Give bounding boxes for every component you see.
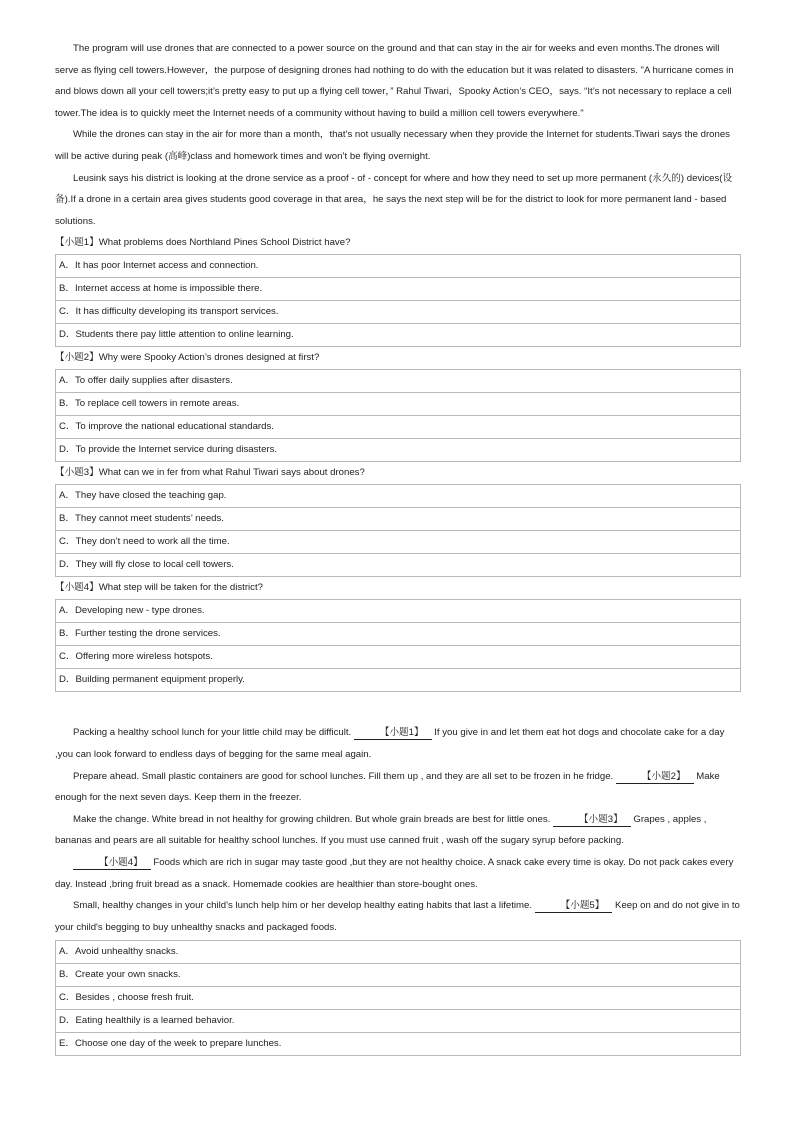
option-d[interactable]: D．To provide the Internet service during disasters. xyxy=(56,439,741,462)
options-table xyxy=(55,254,741,347)
paragraph-text: Packing a healthy school lunch for your little child may be difficult. xyxy=(73,727,354,739)
paragraph xyxy=(55,852,741,895)
option-c[interactable]: C．Besides , choose fresh fruit. xyxy=(56,987,741,1010)
option-c[interactable]: C．Offering more wireless hotspots. xyxy=(56,646,741,669)
option-d[interactable]: D．They will fly close to local cell towers. xyxy=(56,554,741,577)
option-e[interactable]: E．Choose one day of the week to prepare lunches. xyxy=(56,1033,741,1056)
option-c[interactable]: C．They don’t need to work all the time. xyxy=(56,531,741,554)
answer-blank-3[interactable]: 【小题3】 xyxy=(553,814,631,827)
option-a[interactable]: A．They have closed the teaching gap. xyxy=(56,485,741,508)
option-d[interactable]: D．Students there pay little attention to online learning. xyxy=(56,324,741,347)
options-table xyxy=(55,940,741,1056)
question-1 xyxy=(55,232,741,347)
answer-blank-2[interactable]: 【小题2】 xyxy=(616,771,694,784)
paragraph-text: Prepare ahead. Small plastic containers are good for school lunches. Fill them up , and they are all set to be frozen in he fridge. xyxy=(73,770,616,782)
question-3 xyxy=(55,462,741,577)
paragraph-text: Make the change. White bread in not healthy for growing children. But whole grain breads are best for little ones. xyxy=(73,813,553,825)
paragraph xyxy=(55,722,741,765)
answer-blank-5[interactable]: 【小题5】 xyxy=(535,900,613,913)
paragraph-text: Make enough for the next seven days. Keep them in the freezer. xyxy=(55,770,720,804)
options-table xyxy=(55,484,741,577)
question-2 xyxy=(55,347,741,462)
option-a[interactable]: A．Developing new - type drones. xyxy=(56,600,741,623)
answer-blank-1[interactable]: 【小题1】 xyxy=(354,727,432,740)
section-divider-space xyxy=(55,692,741,722)
option-b[interactable]: B．Internet access at home is impossible there. xyxy=(56,278,741,301)
option-c[interactable]: C．It has difficulty developing its transport services. xyxy=(56,301,741,324)
paragraph: While the drones can stay in the air for more than a month，that’s not usually necessary when they provide the Internet for students.Tiwari says the drones will be active during peak (高峰)class and homework times and won’t be flying overnight. xyxy=(55,129,730,162)
document-page xyxy=(55,38,741,1056)
option-c[interactable]: C．To improve the national educational standards. xyxy=(56,416,741,439)
paragraph xyxy=(55,895,741,938)
question-title: 【小题3】What can we in fer from what Rahul Tiwari says about drones? xyxy=(55,467,365,479)
paragraph-text: If you give in and let them eat hot dogs and chocolate cake for a day ,you can look forward to endless days of begging for the same meal again. xyxy=(55,727,725,760)
answer-blank-4[interactable]: 【小题4】 xyxy=(73,857,151,870)
question-title: 【小题2】Why were Spooky Action’s drones designed at first? xyxy=(55,352,320,364)
option-b[interactable]: B．To replace cell towers in remote areas. xyxy=(56,393,741,416)
paragraph-text: Grapes , apples , bananas and pears are all suitable for healthy school lunches. If you must use canned fruit , wash off the sugary syrup before packing. xyxy=(55,813,707,847)
question-title: 【小题4】What step will be taken for the district? xyxy=(55,582,263,594)
paragraph-text: Keep on and do not give in to your child's begging to buy unhealthy snacks and packaged foods. xyxy=(55,900,740,933)
option-b[interactable]: B．Further testing the drone services. xyxy=(56,623,741,646)
option-d[interactable]: D．Building permanent equipment properly. xyxy=(56,669,741,692)
paragraph xyxy=(55,809,741,852)
option-d[interactable]: D．Eating healthily is a learned behavior. xyxy=(56,1010,741,1033)
option-b[interactable]: B．Create your own snacks. xyxy=(56,964,741,987)
paragraph-text: Small, healthy changes in your child’s lunch help him or her develop healthy eating habits that last a lifetime. xyxy=(73,900,535,912)
options-table xyxy=(55,599,741,692)
question-4 xyxy=(55,577,741,692)
question-title: 【小题1】What problems does Northland Pines School District have? xyxy=(55,237,351,249)
paragraph-text: Foods which are rich in sugar may taste good ,but they are not healthy choice. A snack cake every time is okay. Do not pack cakes every day. Instead ,bring fruit bread as a snack. Homemade cookies are healthier than store-bought ones. xyxy=(55,856,734,890)
option-a[interactable]: A．It has poor Internet access and connection. xyxy=(56,255,741,278)
paragraph: The program will use drones that are connected to a power source on the ground and that can stay in the air for weeks and even months.The drones will serve as flying cell towers.However，the purpose of designing drones had nothing to do with the education but it was related to disasters. "A hurricane comes in and blows down all your cell towers;it’s pretty easy to put up a flying cell tower，” Rahul Tiwari，Spooky Action’s CEO，says. “It’s not necessary to replace a cell tower.The idea is to quickly meet the Internet needs of a community without having to build a million cell towers everywhere." xyxy=(55,43,734,119)
paragraph xyxy=(55,766,741,809)
options-table xyxy=(55,369,741,462)
option-a[interactable]: A．To offer daily supplies after disasters. xyxy=(56,370,741,393)
paragraph: Leusink says his district is looking at the drone service as a proof - of - concept for where and how they need to set up more permanent (永久的) devices(设备).If a drone in a certain area gives students good coverage in that area，he says the next step will be for the district to look for more permanent land - based solutions. xyxy=(55,172,733,227)
option-b[interactable]: B．They cannot meet students’ needs. xyxy=(56,508,741,531)
option-a[interactable]: A．Avoid unhealthy snacks. xyxy=(56,941,741,964)
